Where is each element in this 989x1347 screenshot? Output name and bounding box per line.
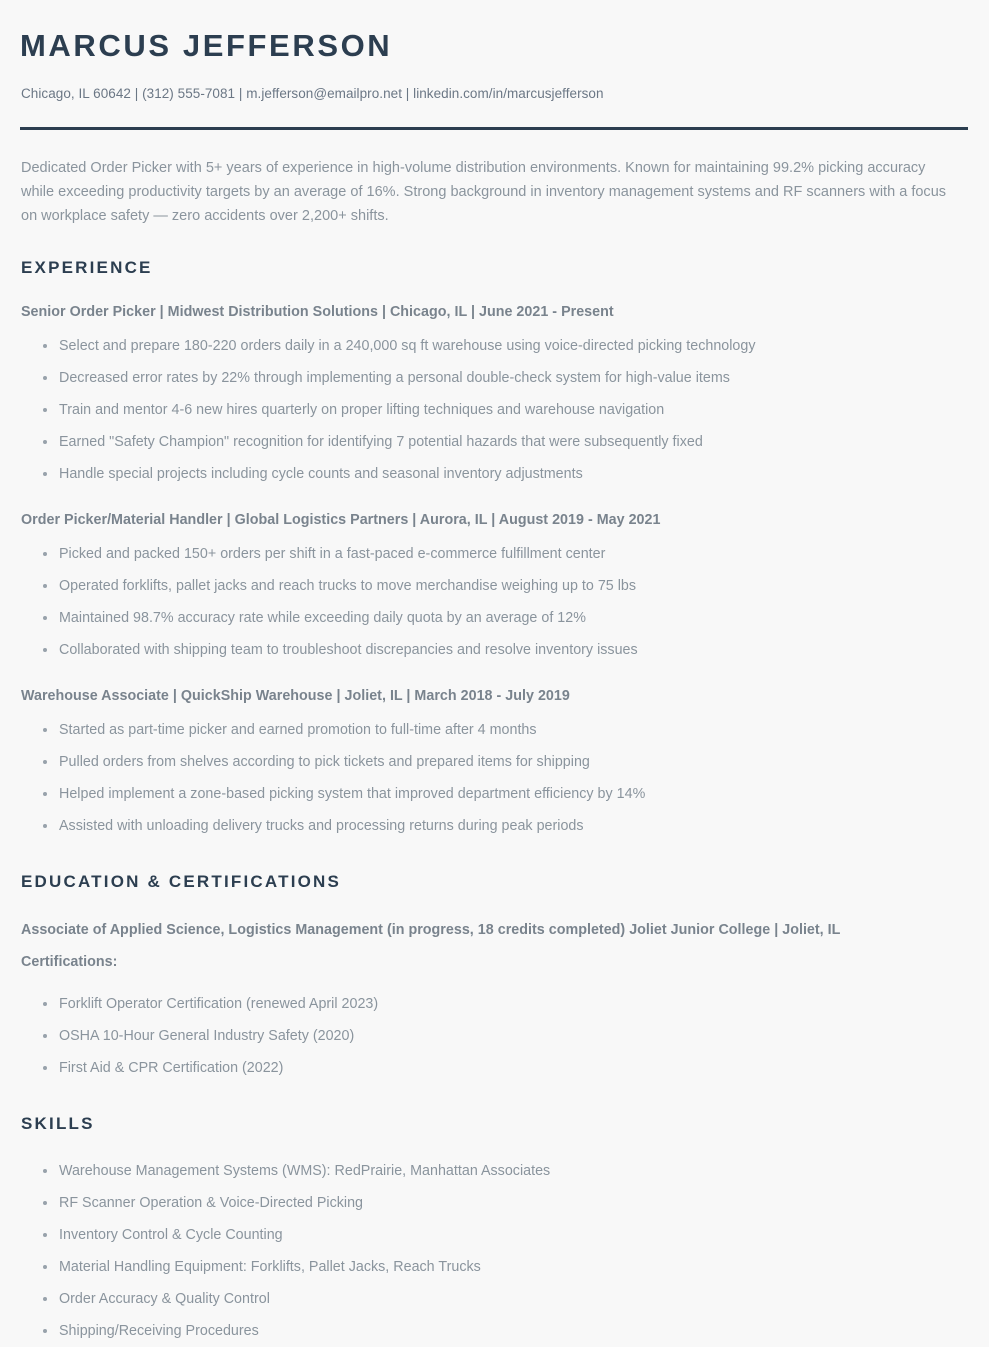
experience-entry	[20, 279, 969, 490]
section-experience	[20, 228, 969, 841]
section-title-experience: EXPERIENCE	[21, 258, 153, 278]
job-heading: Warehouse Associate | QuickShip Warehouse | Joliet, IL | March 2018 - July 2019	[21, 687, 570, 704]
job-bullet: Assisted with unloading delivery trucks and processing returns during peak periods	[20, 810, 969, 842]
certification-list	[20, 978, 969, 1084]
job-heading: Senior Order Picker | Midwest Distribution Solutions | Chicago, IL | June 2021 - Present	[21, 303, 614, 320]
job-bullet: Collaborated with shipping team to troubleshoot discrepancies and resolve inventory issues	[20, 634, 969, 666]
job-bullet: Helped implement a zone-based picking system that improved department efficiency by 14%	[20, 778, 969, 810]
job-bullet-list	[20, 323, 969, 490]
job-bullet: Decreased error rates by 22% through implementing a personal double-check system for high-value items	[20, 362, 969, 394]
job-bullet-list	[20, 531, 969, 666]
job-bullet: Started as part-time picker and earned promotion to full-time after 4 months	[20, 714, 969, 746]
skills-list	[20, 1155, 969, 1347]
certifications-label: Certifications:	[21, 954, 118, 971]
section-education	[20, 842, 969, 1084]
certification-item: Forklift Operator Certification (renewed April 2023)	[20, 988, 969, 1020]
certification-item: First Aid & CPR Certification (2022)	[20, 1052, 969, 1084]
job-bullet: Select and prepare 180-220 orders daily in a 240,000 sq ft warehouse using voice-directed picking technology	[20, 330, 969, 362]
candidate-name: MARCUS JEFFERSON	[20, 28, 393, 63]
skill-item: Warehouse Management Systems (WMS): RedPrairie, Manhattan Associates	[20, 1155, 969, 1187]
job-bullet: Train and mentor 4-6 new hires quarterly on proper lifting techniques and warehouse navigation	[20, 394, 969, 426]
skill-item: Inventory Control & Cycle Counting	[20, 1219, 969, 1251]
job-bullet: Earned "Safety Champion" recognition for identifying 7 potential hazards that were subsequently fixed	[20, 426, 969, 458]
skill-item: Order Accuracy & Quality Control	[20, 1283, 969, 1315]
skills-block	[20, 1134, 969, 1347]
degree-line: Associate of Applied Science, Logistics Management (in progress, 18 credits completed) Joliet Junior College | Joliet, IL	[21, 922, 841, 939]
experience-entry	[20, 666, 969, 842]
job-bullet: Handle special projects including cycle counts and seasonal inventory adjustments	[20, 458, 969, 490]
section-skills	[20, 1084, 969, 1347]
certification-item: OSHA 10-Hour General Industry Safety (2020)	[20, 1020, 969, 1052]
professional-summary: Dedicated Order Picker with 5+ years of experience in high-volume distribution environments. Known for maintaining 99.2% picking accuracy while exceeding productivity targets by an average of 16%. Strong background in inventory management systems and RF scanners with a focus on workplace safety — zero accidents over 2,200+ shifts.	[21, 160, 947, 225]
section-title-education: EDUCATION & CERTIFICATIONS	[21, 871, 342, 891]
skill-item: Shipping/Receiving Procedures	[20, 1315, 969, 1347]
experience-entry	[20, 490, 969, 666]
job-bullet: Operated forklifts, pallet jacks and reach trucks to move merchandise weighing up to 75 lbs	[20, 570, 969, 602]
job-bullet-list	[20, 707, 969, 842]
education-entry	[20, 892, 969, 1084]
contact-line: Chicago, IL 60642 | (312) 555-7081 | m.jefferson@emailpro.net | linkedin.com/in/marcusjefferson	[21, 85, 604, 101]
job-heading: Order Picker/Material Handler | Global Logistics Partners | Aurora, IL | August 2019 - May 2021	[21, 511, 661, 528]
resume-header	[20, 20, 969, 130]
section-title-skills: SKILLS	[21, 1114, 95, 1134]
skill-item: RF Scanner Operation & Voice-Directed Picking	[20, 1187, 969, 1219]
skill-item: Material Handling Equipment: Forklifts, Pallet Jacks, Reach Trucks	[20, 1251, 969, 1283]
job-bullet: Pulled orders from shelves according to pick tickets and prepared items for shipping	[20, 746, 969, 778]
job-bullet: Maintained 98.7% accuracy rate while exceeding daily quota by an average of 12%	[20, 602, 969, 634]
job-bullet: Picked and packed 150+ orders per shift in a fast-paced e-commerce fulfillment center	[20, 538, 969, 570]
